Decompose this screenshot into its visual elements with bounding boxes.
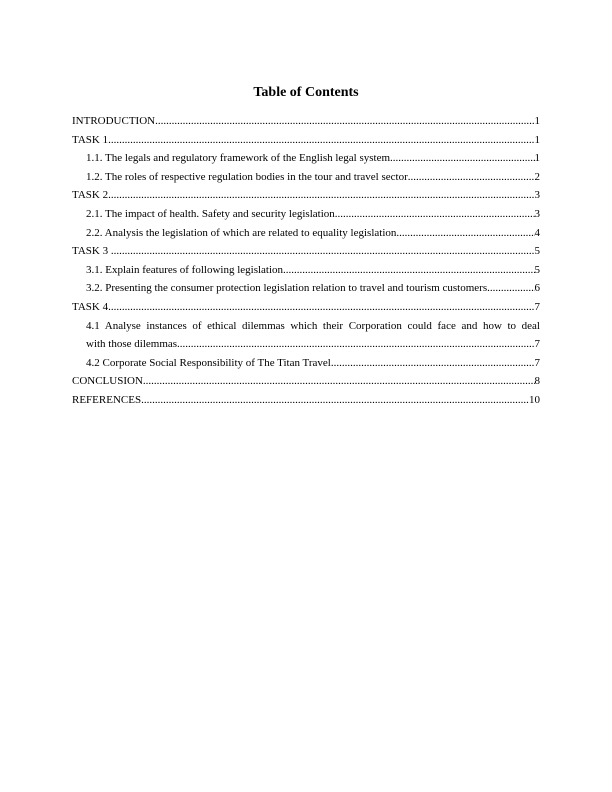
toc-leader-dots <box>399 224 534 243</box>
toc-leader-dots <box>338 205 535 224</box>
toc-page-number: 1 <box>534 115 540 127</box>
toc-page-number: 1 <box>534 133 540 146</box>
toc-entry-4-2[interactable] <box>72 354 540 373</box>
toc-entry-2-1[interactable] <box>72 205 540 224</box>
toc-entry-task-4[interactable] <box>72 298 540 317</box>
toc-entry-label: 4.1 Analyse instances of ethical dilemmas which their Corporation could face and how to deal <box>86 319 540 332</box>
toc-entry-2-2[interactable] <box>72 224 540 243</box>
toc-leader-dots <box>141 391 529 410</box>
toc-page-number: 3 <box>534 207 540 220</box>
toc-page-number: 4 <box>534 226 540 239</box>
toc-page-number: 6 <box>534 282 540 295</box>
toc-entry-3-1[interactable] <box>72 261 540 280</box>
toc-page-number: 7 <box>534 338 540 351</box>
toc-entry-task-2[interactable] <box>72 186 540 205</box>
toc-entry-3-2[interactable] <box>72 279 540 298</box>
toc-entry-label: CONCLUSION <box>72 375 143 388</box>
toc-entry-1-2[interactable] <box>72 168 540 187</box>
toc-entry-label: 1.1. The legals and regulatory framework of the English legal system <box>86 152 391 165</box>
toc-page-number: 5 <box>534 245 540 258</box>
toc-leader-dots <box>408 168 535 187</box>
toc-entry-label: TASK 4 <box>72 300 109 313</box>
toc-entry-introduction[interactable] <box>72 112 540 131</box>
toc-entry-label: 2.1. The impact of health. Safety and security legislation. <box>86 207 338 220</box>
toc-page-number: 10 <box>529 393 540 406</box>
toc-entry-label: 3.1. Explain features of following legislation <box>86 263 284 276</box>
toc-title: Table of Contents <box>253 85 359 100</box>
toc-leader-dots <box>390 149 534 168</box>
toc-entry-1-1[interactable] <box>72 149 540 168</box>
toc-entry-label: REFERENCES <box>72 393 142 406</box>
table-of-contents <box>72 112 540 410</box>
toc-entry-label: TASK 2 <box>72 189 109 202</box>
toc-entry-4-1[interactable] <box>72 317 540 354</box>
toc-leader-dots <box>111 242 535 261</box>
toc-leader-dots <box>331 354 535 373</box>
toc-entry-task-1[interactable] <box>72 131 540 150</box>
toc-page-number: 8 <box>534 375 540 388</box>
toc-leader-dots <box>108 131 534 150</box>
toc-entry-label: TASK 1 <box>72 133 109 146</box>
toc-page-number: 5 <box>534 263 540 276</box>
toc-entry-task-3[interactable] <box>72 242 540 261</box>
toc-entry-references[interactable] <box>72 391 540 410</box>
toc-entry-label: 2.2. Analysis the legislation of which are related to equality legislation. <box>86 226 400 239</box>
toc-page-number: 2 <box>534 170 540 183</box>
toc-entry-conclusion[interactable] <box>72 372 540 391</box>
toc-entry-label: 1.2. The roles of respective regulation bodies in the tour and travel sector <box>86 170 408 183</box>
toc-entry-label: 3.2. Presenting the consumer protection legislation relation to travel and tourism customers <box>86 282 488 295</box>
toc-page-number: 3 <box>534 189 540 202</box>
toc-leader-dots <box>283 261 534 280</box>
toc-entry-label: TASK 3 <box>72 245 111 258</box>
toc-leader-dots <box>487 279 534 298</box>
toc-entry-label-continued: with those dilemmas <box>86 338 178 351</box>
toc-entry-label: INTRODUCTION <box>72 115 156 127</box>
toc-leader-dots <box>108 186 534 205</box>
toc-leader-dots <box>177 335 534 354</box>
toc-entry-label: 4.2 Corporate Social Responsibility of The Titan Travel <box>86 356 331 369</box>
toc-leader-dots <box>143 372 535 391</box>
toc-page-number: 7 <box>534 356 540 369</box>
toc-page-number: 1 <box>534 152 540 165</box>
toc-leader-dots <box>108 298 534 317</box>
toc-page-number: 7 <box>534 300 540 313</box>
toc-leader-dots <box>155 112 534 131</box>
